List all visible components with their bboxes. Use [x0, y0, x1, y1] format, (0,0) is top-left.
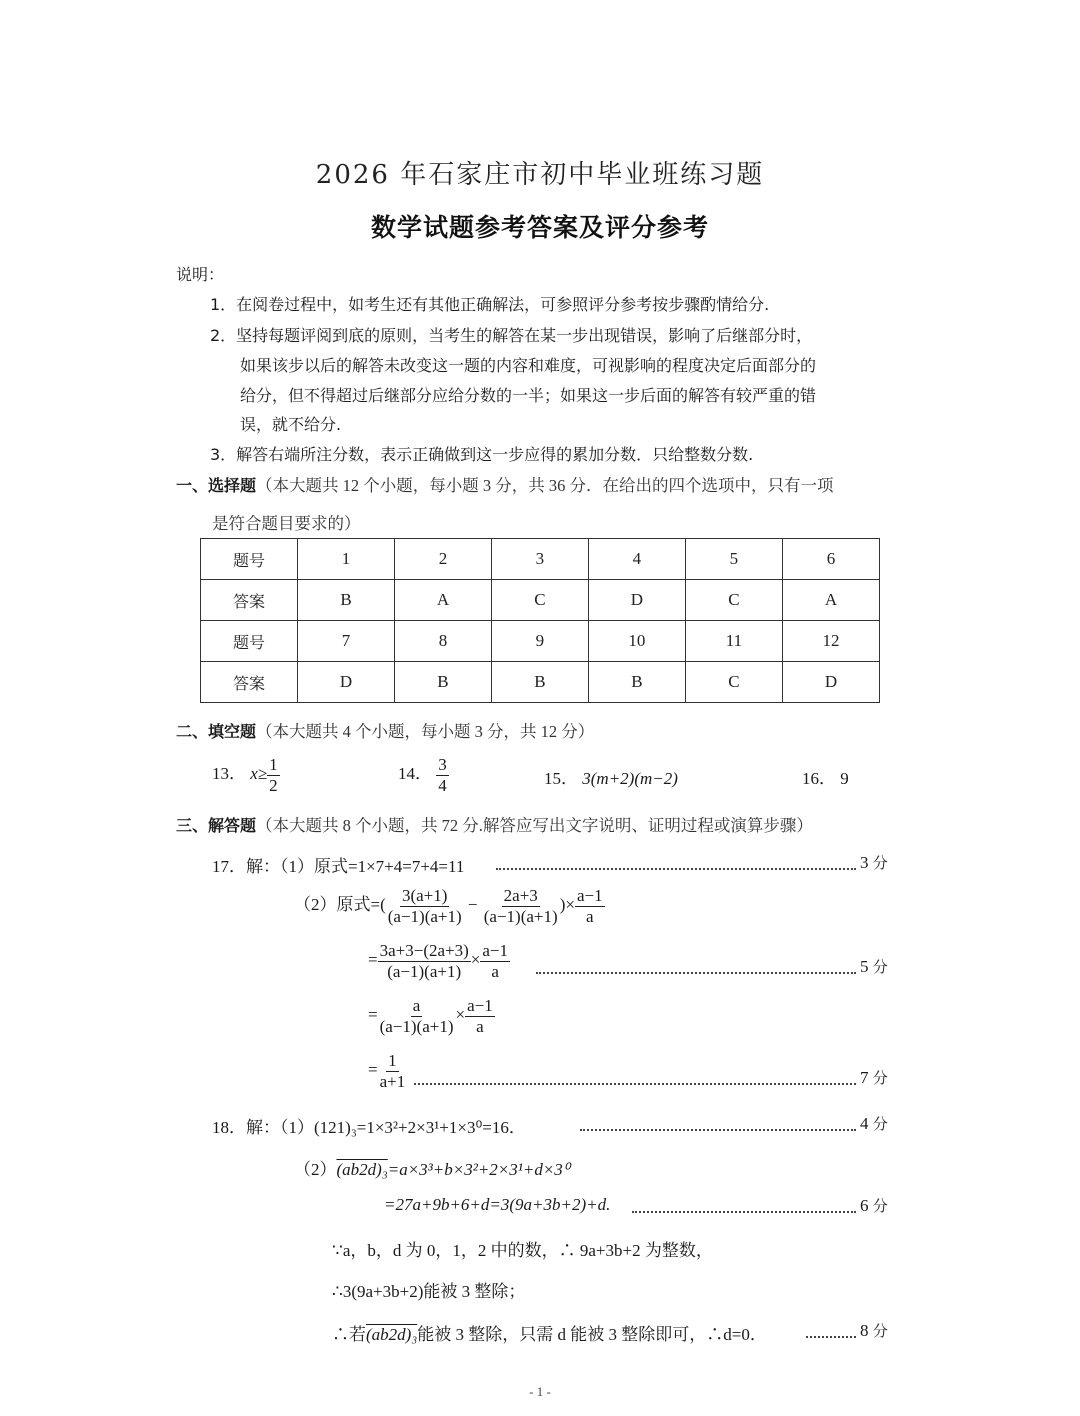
denominator: a: [585, 906, 594, 926]
table-cell: D: [588, 580, 685, 621]
score-5: [860, 956, 888, 977]
leader-dots: [632, 1211, 856, 1213]
table-cell: A: [782, 580, 879, 621]
notes-label: 说明：: [176, 265, 225, 284]
score-unit: 分: [872, 1197, 888, 1215]
note-2-cont-2: 给分，但不得超过后继部分应给分数的一半；如果这一步后面的解答有较严重的错: [240, 386, 817, 405]
denominator: 2: [269, 775, 278, 795]
denominator: (a−1)(a+1): [387, 961, 462, 981]
table-cell: 6: [782, 539, 879, 580]
section1-desc-cont: 是符合题目要求的）: [212, 514, 361, 533]
q17-step4: [368, 1051, 407, 1091]
score-unit: 分: [872, 1069, 888, 1087]
fraction: [386, 886, 464, 926]
q18-part2: [294, 1155, 570, 1180]
equals: =: [368, 949, 378, 969]
table-cell: 2: [394, 539, 491, 580]
score-value: 8: [860, 1321, 869, 1340]
table-row: [201, 621, 880, 662]
fraction: [575, 886, 605, 926]
fraction: [267, 755, 280, 795]
fraction: [378, 996, 456, 1036]
fraction: [378, 941, 471, 981]
table-cell: 9: [491, 621, 588, 662]
times: ×: [455, 1004, 466, 1024]
table-row: [201, 662, 880, 703]
q18-line4: ∴3(9a+3b+2)能被 3 整除；: [332, 1282, 526, 1301]
q18-part2-prefix: （2）: [294, 1160, 337, 1179]
score-7: [860, 1067, 888, 1088]
q17-part2-prefix: （2）原式=(: [294, 894, 386, 914]
document-title: 2026 年石家庄市初中毕业班练习题: [315, 160, 765, 190]
numerator: 1: [269, 755, 278, 774]
numerator: a−1: [467, 996, 493, 1015]
denominator: a: [476, 1016, 484, 1036]
numerator: a: [412, 996, 421, 1015]
numerator: 1: [388, 1051, 397, 1070]
equals: =: [368, 1004, 378, 1024]
answer-number: 15．: [544, 769, 578, 788]
table-cell: 10: [588, 621, 685, 662]
score-unit: 分: [872, 1322, 888, 1340]
answer-value: 9: [840, 769, 849, 788]
note-2-cont-3: 误，就不给分.: [240, 415, 342, 434]
q18-part1-text: （1）(121)₃=1×3²+2×3¹+1×3⁰=16．: [280, 1118, 526, 1137]
page-number: - 1 -: [529, 1384, 551, 1399]
table-cell: C: [685, 662, 782, 703]
answer-value: 3(m+2)(m−2): [582, 769, 678, 788]
fill-answer-14: [398, 755, 449, 795]
fill-answer-15: [544, 764, 678, 789]
q18-part1: [212, 1113, 526, 1138]
fill-answer-13: [212, 755, 280, 795]
score-unit: 分: [872, 958, 888, 976]
q18-line5: [332, 1320, 767, 1345]
numerator: a−1: [576, 886, 603, 905]
numerator: a−1: [482, 941, 509, 960]
table-cell: 12: [782, 621, 879, 662]
table-cell: D: [782, 662, 879, 703]
q17-part1-text: （1）原式=1×7+4=7+4=11: [280, 857, 465, 876]
table-cell: B: [394, 662, 491, 703]
leader-dots: [536, 972, 856, 974]
table-cell: 4: [588, 539, 685, 580]
note-2: 2．坚持每题评阅到底的原则，当考生的解答在某一步出现错误，影响了后继部分时，: [210, 326, 813, 345]
answer-number: 13．: [212, 763, 246, 783]
q17-part2: [294, 886, 605, 926]
q17-label: 17．解：: [212, 857, 280, 876]
score-6: [860, 1195, 888, 1216]
q18-line2: [384, 1195, 610, 1215]
denominator: (a−1)(a+1): [379, 1016, 454, 1036]
table-row: [201, 580, 880, 621]
section1-heading-line: [176, 472, 834, 496]
table-cell: C: [685, 580, 782, 621]
numerator: 3: [438, 755, 447, 774]
denominator: 4: [438, 775, 447, 795]
table-cell: 1: [298, 539, 395, 580]
fraction: [465, 996, 495, 1036]
section3-desc: （本大题共 8 个小题，共 72 分.解答应写出文字说明、证明过程或演算步骤）: [256, 816, 813, 835]
score-value: 6: [860, 1196, 869, 1215]
answer-number: 14．: [398, 763, 432, 783]
leader-dots: [806, 1336, 856, 1338]
overline-number: (ab2d)₃: [366, 1325, 418, 1344]
score-8: [860, 1320, 888, 1341]
q18-label: 18．解：: [212, 1118, 280, 1137]
q18-line2-text: =27a+9b+6+d=3(9a+3b+2)+d.: [384, 1195, 611, 1214]
table-cell: C: [491, 580, 588, 621]
denominator: a+1: [379, 1071, 406, 1091]
q18-line5-suffix: 能被 3 整除，只需 d 能被 3 整除即可，∴d=0．: [417, 1325, 767, 1344]
table-cell: B: [298, 580, 395, 621]
row-label-number: 题号: [201, 621, 298, 662]
times: ×: [470, 949, 481, 969]
table-cell: B: [588, 662, 685, 703]
fraction: [480, 941, 510, 981]
close-times: )×: [559, 894, 575, 914]
section3-heading: 三、解答题: [176, 816, 257, 835]
numerator: 3(a+1): [401, 886, 448, 905]
score-value: 5: [860, 957, 869, 976]
row-label-answer: 答案: [201, 662, 298, 703]
denominator: (a−1)(a+1): [483, 906, 558, 926]
table-cell: 8: [394, 621, 491, 662]
fraction: [436, 755, 449, 795]
answer-prefix: x≥: [250, 763, 268, 783]
numerator: 3a+3−(2a+3): [379, 941, 469, 960]
q18-line5-prefix: ∴若: [332, 1325, 366, 1344]
section1-desc: （本大题共 12 个小题，每小题 3 分，共 36 分．在给出的四个选项中，只有一项: [256, 476, 834, 495]
leader-dots: [414, 1083, 856, 1085]
q18-line3: ∵a，b，d 为 0，1，2 中的数，∴ 9a+3b+2 为整数，: [332, 1241, 713, 1260]
minus-sign: −: [467, 894, 478, 914]
section2-heading: 二、填空题: [176, 722, 257, 741]
denominator: a: [491, 961, 499, 981]
table-cell: A: [394, 580, 491, 621]
section3-heading-line: [176, 812, 813, 836]
numerator: 2a+3: [503, 886, 538, 905]
score-value: 3: [860, 853, 869, 872]
leader-dots: [496, 868, 856, 870]
section1-heading: 一、选择题: [176, 476, 257, 495]
note-1: 1．在阅卷过程中，如考生还有其他正确解法，可参照评分参考按步骤酌情给分.: [210, 295, 770, 314]
fraction: [482, 886, 560, 926]
fraction: [378, 1051, 408, 1091]
table-cell: 3: [491, 539, 588, 580]
fill-answer-16: [802, 764, 849, 789]
score-value: 7: [860, 1068, 869, 1087]
table-cell: 11: [685, 621, 782, 662]
q17-part1: [212, 852, 464, 877]
q17-step3: [368, 996, 495, 1036]
table-row: [201, 539, 880, 580]
denominator: (a−1)(a+1): [387, 906, 462, 926]
row-label-answer: 答案: [201, 580, 298, 621]
score-4: [860, 1113, 888, 1134]
equals: =: [368, 1059, 378, 1079]
row-label-number: 题号: [201, 539, 298, 580]
note-2-cont-1: 如果该步以后的解答未改变这一题的内容和难度，可视影响的程度决定后面部分的: [240, 356, 817, 375]
leader-dots: [580, 1129, 856, 1131]
score-unit: 分: [872, 854, 888, 872]
q18-part2-rhs: =a×3³+b×3²+2×3¹+d×3⁰: [387, 1160, 570, 1179]
section2-heading-line: [176, 718, 594, 742]
answer-number: 16．: [802, 769, 836, 788]
q17-step2: [368, 941, 510, 981]
overline-number: (ab2d)₃: [336, 1160, 388, 1179]
table-cell: D: [298, 662, 395, 703]
score-unit: 分: [872, 1115, 888, 1133]
table-cell: 7: [298, 621, 395, 662]
answer-table: [200, 538, 880, 703]
score-value: 4: [860, 1114, 869, 1133]
table-cell: 5: [685, 539, 782, 580]
note-3: 3．解答右端所注分数，表示正确做到这一步应得的累加分数．只给整数分数.: [210, 445, 754, 464]
document-subtitle: 数学试题参考答案及评分参考: [370, 213, 709, 242]
table-cell: B: [491, 662, 588, 703]
section2-desc: （本大题共 4 个小题，每小题 3 分，共 12 分）: [256, 722, 595, 741]
score-3: [860, 852, 888, 873]
